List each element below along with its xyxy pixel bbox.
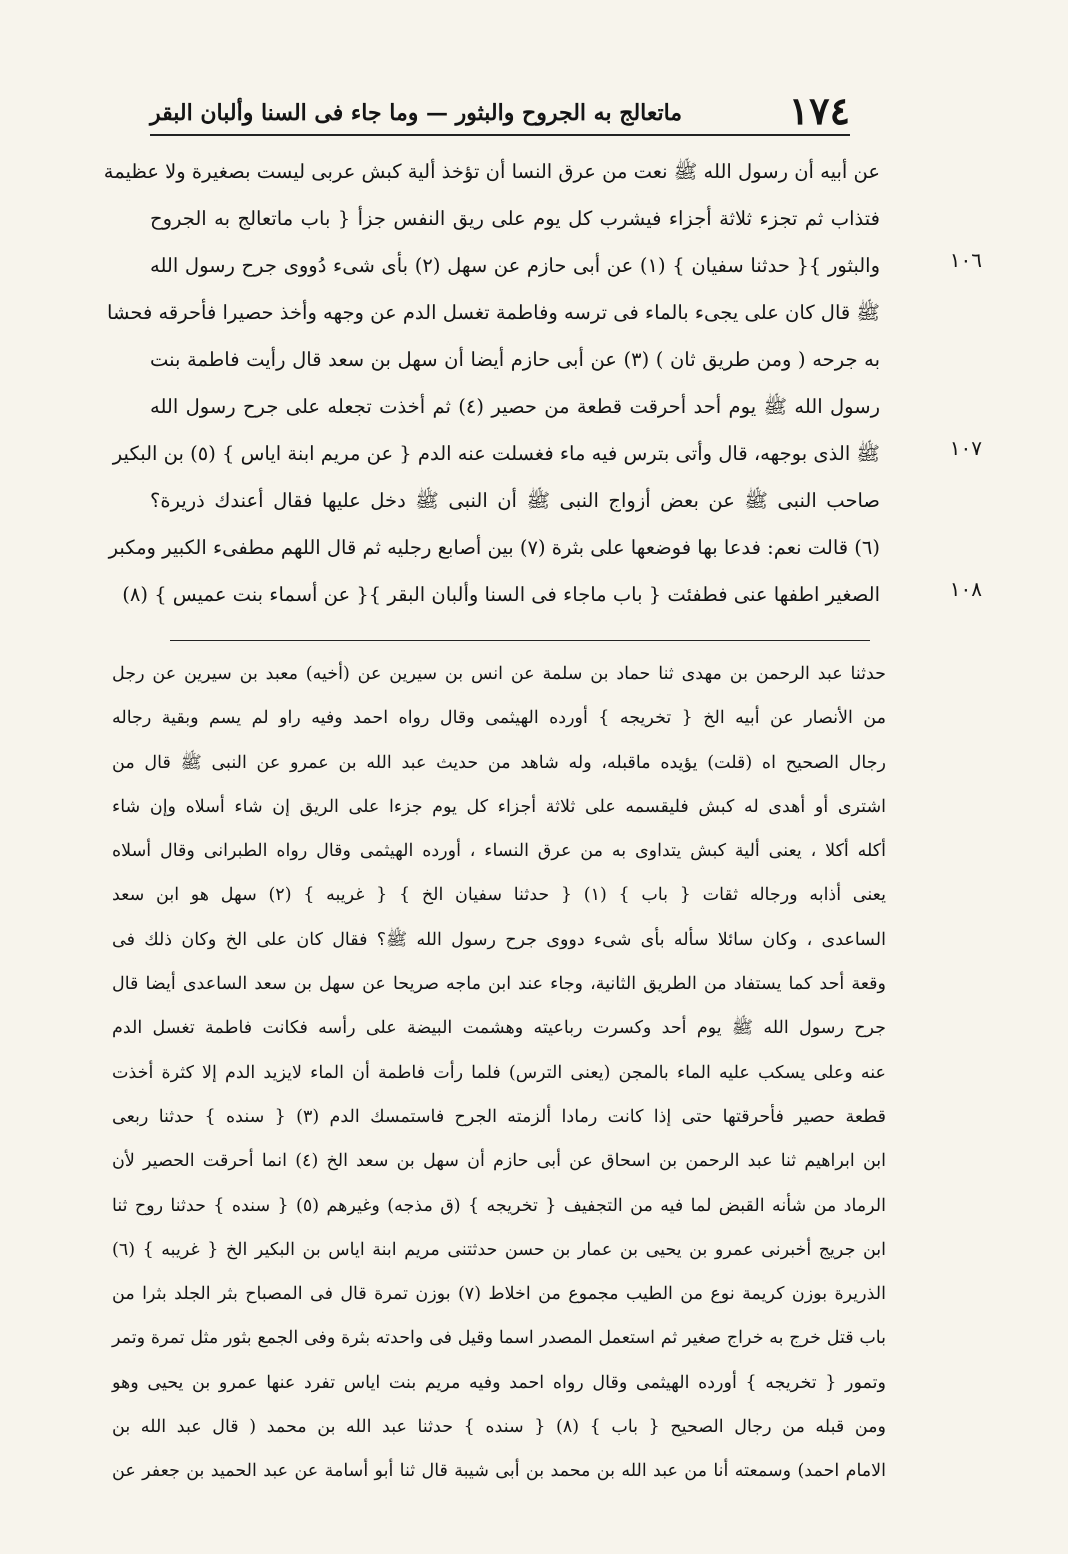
main-line: عن أبيه أن رسول الله ﷺ نعت من عرق النسا أن تؤخذ ألية كبش عربى ليست بصغيرة ولا عظيمة [103,160,880,183]
note-line: حدثنا عبد الرحمن بن مهدى ثنا حماد بن سلمة عن انس بن سيرين عن (أخيه) معبد بن سيرين عن رجل [112,664,886,684]
header-rule [150,134,850,136]
note-line: ابن جريج أخبرنى عمرو بن يحيى بن عمار بن حسن حدثتنى مريم ابنة اياس بن البكير الخ { غريبه } (٦) [112,1239,886,1260]
note-line: وتمور { تخريجه } أورده الهيثمى وقال رواه احمد وفيه مريم بنت اياس تفرد عنها عمرو بن يحيى وهو [112,1372,886,1393]
main-line: ﷺ الذى بوجهه، قال وأتى بترس فيه ماء فغسلت عنه الدم { عن مريم ابنة اياس } (٥) بن البكير [112,442,880,465]
main-text [103,148,881,618]
hadith-number: ١٠٦ [949,248,982,272]
commentary-notes [112,652,886,1494]
main-line: صاحب النبى ﷺ عن بعض أزواج النبى ﷺ أن النبى ﷺ دخل عليها فقال أعندك ذريرة؟ [150,489,880,512]
main-line: والبثور }{ حدثنا سفيان } (١) عن أبى حازم عن سهل (٢) بأى شىء دُووى جرح رسول الله [150,254,881,277]
note-line: الذريرة بوزن كريمة نوع من الطيب مجموع من اخلاط (٧) بوزن تمرة قال فى المصباح بثر الجلد بثرا من [112,1284,886,1305]
note-line: يعنى أذابه ورجاله ثقات { باب } (١) { حدثنا سفيان الخ } { غريبه } (٢) سهل هو ابن سعد [112,885,886,906]
note-line: اشترى أو أهدى له كبش فليقسمه على ثلاثة أجزاء كل يوم جزءا على الريق إن شاء أسلاه وإن شاء [112,796,886,817]
main-line: (٦) قالت نعم: فدعا بها فوضعها على بثرة (٧) بين أصابع رجليه ثم قال اللهم مطفىء الكبير ومكبر [108,536,880,559]
note-line: الساعدى ، وكان سائلا سأله بأى شىء دووى جرح رسول الله ﷺ؟ فقال كان على الخ وكان ذلك فى [112,929,886,950]
page-header [150,70,850,133]
note-line: وقعة أحد كما يستفاد من الطريق الثانية، وجاء عند ابن ماجه صريحا عن سهل بن سعد الساعدى أيضا قال [112,974,886,995]
footnote-divider [170,640,870,641]
note-line: ابن ابراهيم ثنا عبد الرحمن بن اسحاق عن أبى حازم أن سهل بن سعد الخ (٤) انما أحرقت الحصير لأن [112,1151,886,1172]
note-line: ومن قبله من رجال الصحيح { باب } (٨) { سنده } حدثنا عبد الله بن محمد ( قال عبد الله بن [112,1417,886,1438]
main-line: به جرحه ( ومن طريق ثان ) (٣) عن أبى حازم أيضا أن سهل بن سعد قال رأيت فاطمة بنت [150,348,880,371]
hadith-number: ١٠٧ [949,436,982,460]
hadith-number: ١٠٨ [949,577,982,601]
note-line: رجال الصحيح اه (قلت) يؤيده ماقبله، وله شاهد من حديث عبد الله بن عمرو عن النبى ﷺ قال من [112,752,886,773]
note-line: الامام احمد) وسمعته أنا من عبد الله بن محمد بن أبى شيبة قال ثنا أبو أسامة عن عبد الحميد بن جعفر عن [112,1461,886,1482]
note-line: باب قتل خرج به خراج صغير ثم استعمل المصدر اسما وقيل فى واحدته بثرة وفى الجمع بثور مثل تمرة وتمر [112,1328,886,1349]
running-head: ماتعالج به الجروح والبثور — وما جاء فى السنا وألبان البقر [150,99,683,126]
main-line: فتذاب ثم تجزء ثلاثة أجزاء فيشرب كل يوم على ريق النفس جزأ { باب ماتعالج به الجروح [150,207,880,230]
note-line: أكله أكلا ، يعنى ألية كبش يتداوى به من عرق النساء ، أورده الهيثمى وقال رواه الطبرانى وقال أسلاه [112,841,886,862]
note-line: من الأنصار عن أبيه الخ { تخريجه } أورده الهيثمى وقال رواه احمد وفيه راو لم يسم وبقية رجاله [112,708,886,729]
note-line: جرح رسول الله ﷺ يوم أحد وكسرت رباعيته وهشمت البيضة على رأسه فكانت فاطمة تغسل الدم [112,1018,886,1039]
main-line: رسول الله ﷺ يوم أحد أحرقت قطعة من حصير (٤) ثم أخذت تجعله على جرح رسول الله [150,395,880,418]
note-line: الرماد من شأنه القبض لما فيه من التجفيف { تخريجه } (ق مذجه) وغيرهم (٥) { سنده } حدثنا روح ثنا [112,1195,886,1216]
main-line: الصغير اطفها عنى فطفئت { باب ماجاء فى السنا وألبان البقر }{ عن أسماء بنت عميس } (٨) [122,583,880,606]
main-line: ﷺ قال كان على يجىء بالماء فى ترسه وفاطمة تغسل الدم عن وجهه وأخذ حصيرا فأحرقه فحشا [107,301,880,324]
note-line: عنه وعلى يسكب عليه الماء بالمجن (يعنى الترس) فلما رأت فاطمة أن الماء لايزيد الدم إلا كثرة أخذت [112,1062,886,1083]
page-number: ١٧٤ [788,88,850,133]
note-line: قطعة حصير فأحرقتها حتى إذا كانت رمادا ألزمته الجرح فاستمسك الدم (٣) { سنده } حدثنا ربعى [112,1106,886,1127]
